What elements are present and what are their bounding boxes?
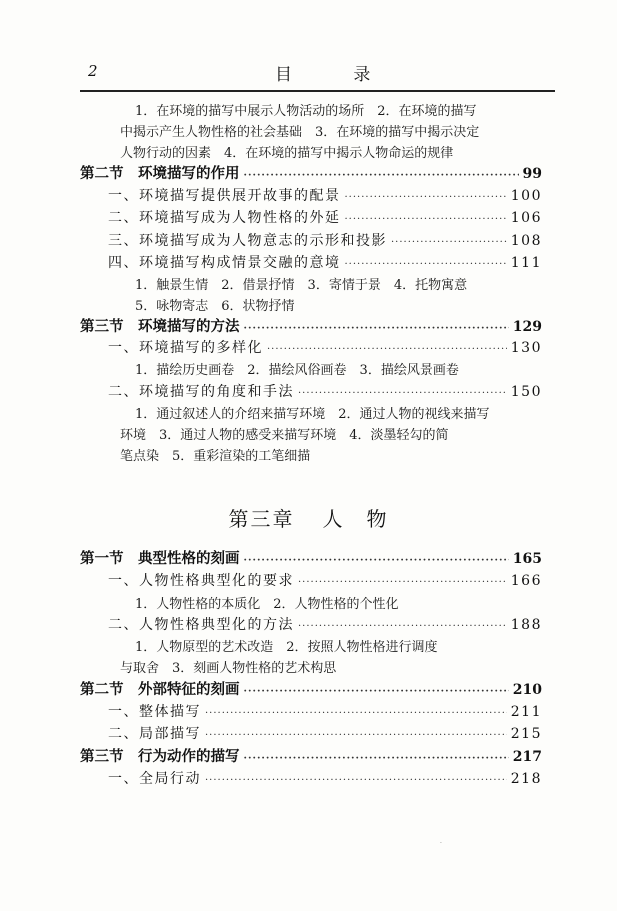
toc-entry (108, 614, 542, 634)
toc-page-number: 165 (512, 551, 542, 567)
toc-page-number: 99 (522, 166, 542, 182)
toc-entry (108, 230, 542, 250)
toc-page-number: 108 (510, 233, 542, 249)
toc-section-label: 第三节 环境描写的方法 (80, 318, 240, 335)
running-title: 目 录 (275, 65, 399, 85)
leader-dots (244, 323, 509, 334)
sub-item-line: 1．人物原型的艺术改造 2．按照人物性格进行调度 (135, 640, 438, 655)
toc-entry-label: 三、环境描写成为人物意志的示形和投影 (108, 233, 387, 249)
leader-dots (244, 686, 509, 697)
toc-section (80, 745, 542, 766)
sub-item-line: 环境 3．通过人物的感受来描写环境 4．淡墨轻勾的简 (120, 428, 449, 443)
sub-item-line: 中揭示产生人物性格的社会基础 3．在环境的描写中揭示决定 (120, 125, 480, 140)
toc-entry (108, 337, 542, 357)
toc-entry-label: 一、环境描写的多样化 (108, 340, 263, 356)
toc-page-number: 130 (510, 340, 542, 356)
toc-entry-label: 一、整体描写 (108, 704, 201, 720)
sub-item-line: 1．通过叙述人的介绍来描写环境 2．通过人物的视线来描写 (135, 407, 490, 422)
toc-page-number: 210 (512, 682, 542, 698)
leader-dots (391, 237, 507, 248)
leader-dots (345, 259, 507, 270)
sub-item-line: 1．在环境的描写中展示人物活动的场所 2．在环境的描写 (135, 104, 477, 119)
sub-item-line: 人物行动的因素 4．在环境的描写中揭示人物命运的规律 (120, 146, 454, 161)
leader-dots (345, 192, 507, 203)
leader-dots (345, 214, 507, 225)
toc-entry-label: 一、人物性格典型化的要求 (108, 573, 294, 589)
leader-dots (205, 775, 507, 786)
toc-entry-label: 一、全局行动 (108, 771, 201, 787)
toc-entry-label: 四、环境描写构成情景交融的意境 (108, 255, 341, 271)
sub-item-line: 1．人物性格的本质化 2．人物性格的个性化 (135, 597, 399, 612)
toc-entry-label: 二、环境描写的角度和手法 (108, 384, 294, 400)
toc-section-label: 第三节 行为动作的描写 (80, 748, 240, 765)
toc-entry (108, 701, 542, 721)
toc-entry-label: 二、局部描写 (108, 726, 201, 742)
toc-entry (108, 570, 542, 590)
toc-section (80, 547, 542, 568)
chapter-title (0, 503, 617, 532)
toc-page-number: 129 (512, 319, 542, 335)
leader-dots (298, 621, 507, 632)
toc-section (80, 162, 542, 183)
toc-section (80, 678, 542, 699)
leader-dots (298, 388, 507, 399)
toc-section-label: 第一节 典型性格的刻画 (80, 550, 240, 567)
toc-page-number: 215 (510, 726, 542, 742)
page-number: 2 (88, 62, 98, 80)
leader-dots (244, 753, 509, 764)
toc-section-label: 第二节 外部特征的刻画 (80, 681, 240, 698)
toc-entry-label: 二、环境描写成为人物性格的外延 (108, 210, 341, 226)
toc-page-number: 217 (512, 749, 542, 765)
chapter-name: 人 物 (322, 507, 389, 531)
toc-entry-label: 二、人物性格典型化的方法 (108, 617, 294, 633)
leader-dots (267, 344, 507, 355)
toc-entry (108, 723, 542, 743)
toc-page-number: 211 (510, 704, 542, 720)
leader-dots (205, 708, 507, 719)
leader-dots (205, 730, 507, 741)
toc-page-number: 106 (510, 210, 542, 226)
sub-item-line: 1．触景生情 2．借景抒情 3．寄情于景 4．托物寓意 (135, 278, 468, 293)
toc-page-number: 166 (510, 573, 542, 589)
chapter-number: 第三章 (228, 507, 295, 531)
toc-page-number: 100 (510, 188, 542, 204)
header-rule (80, 90, 555, 92)
toc-section-label: 第二节 环境描写的作用 (80, 165, 240, 182)
leader-dots (244, 555, 509, 566)
sub-item-line: 5．咏物寄志 6．状物抒情 (135, 299, 295, 314)
scan-speck: · (440, 840, 442, 847)
toc-entry (108, 185, 542, 205)
leader-dots (298, 577, 507, 588)
sub-item-line: 与取舍 3．刻画人物性格的艺术构思 (120, 661, 337, 676)
toc-entry (108, 207, 542, 227)
toc-entry-label: 一、环境描写提供展开故事的配景 (108, 188, 341, 204)
toc-page-number: 188 (510, 617, 542, 633)
toc-section (80, 315, 542, 336)
toc-page-number: 150 (510, 384, 542, 400)
leader-dots (244, 170, 519, 181)
toc-entry (108, 768, 542, 788)
toc-page-number: 111 (510, 255, 542, 271)
toc-page-number: 218 (510, 771, 542, 787)
sub-item-line: 1．描绘历史画卷 2．描绘风俗画卷 3．描绘风景画卷 (135, 363, 459, 378)
toc-entry (108, 381, 542, 401)
sub-item-line: 笔点染 5．重彩渲染的工笔细描 (120, 449, 311, 464)
toc-entry (108, 252, 542, 272)
